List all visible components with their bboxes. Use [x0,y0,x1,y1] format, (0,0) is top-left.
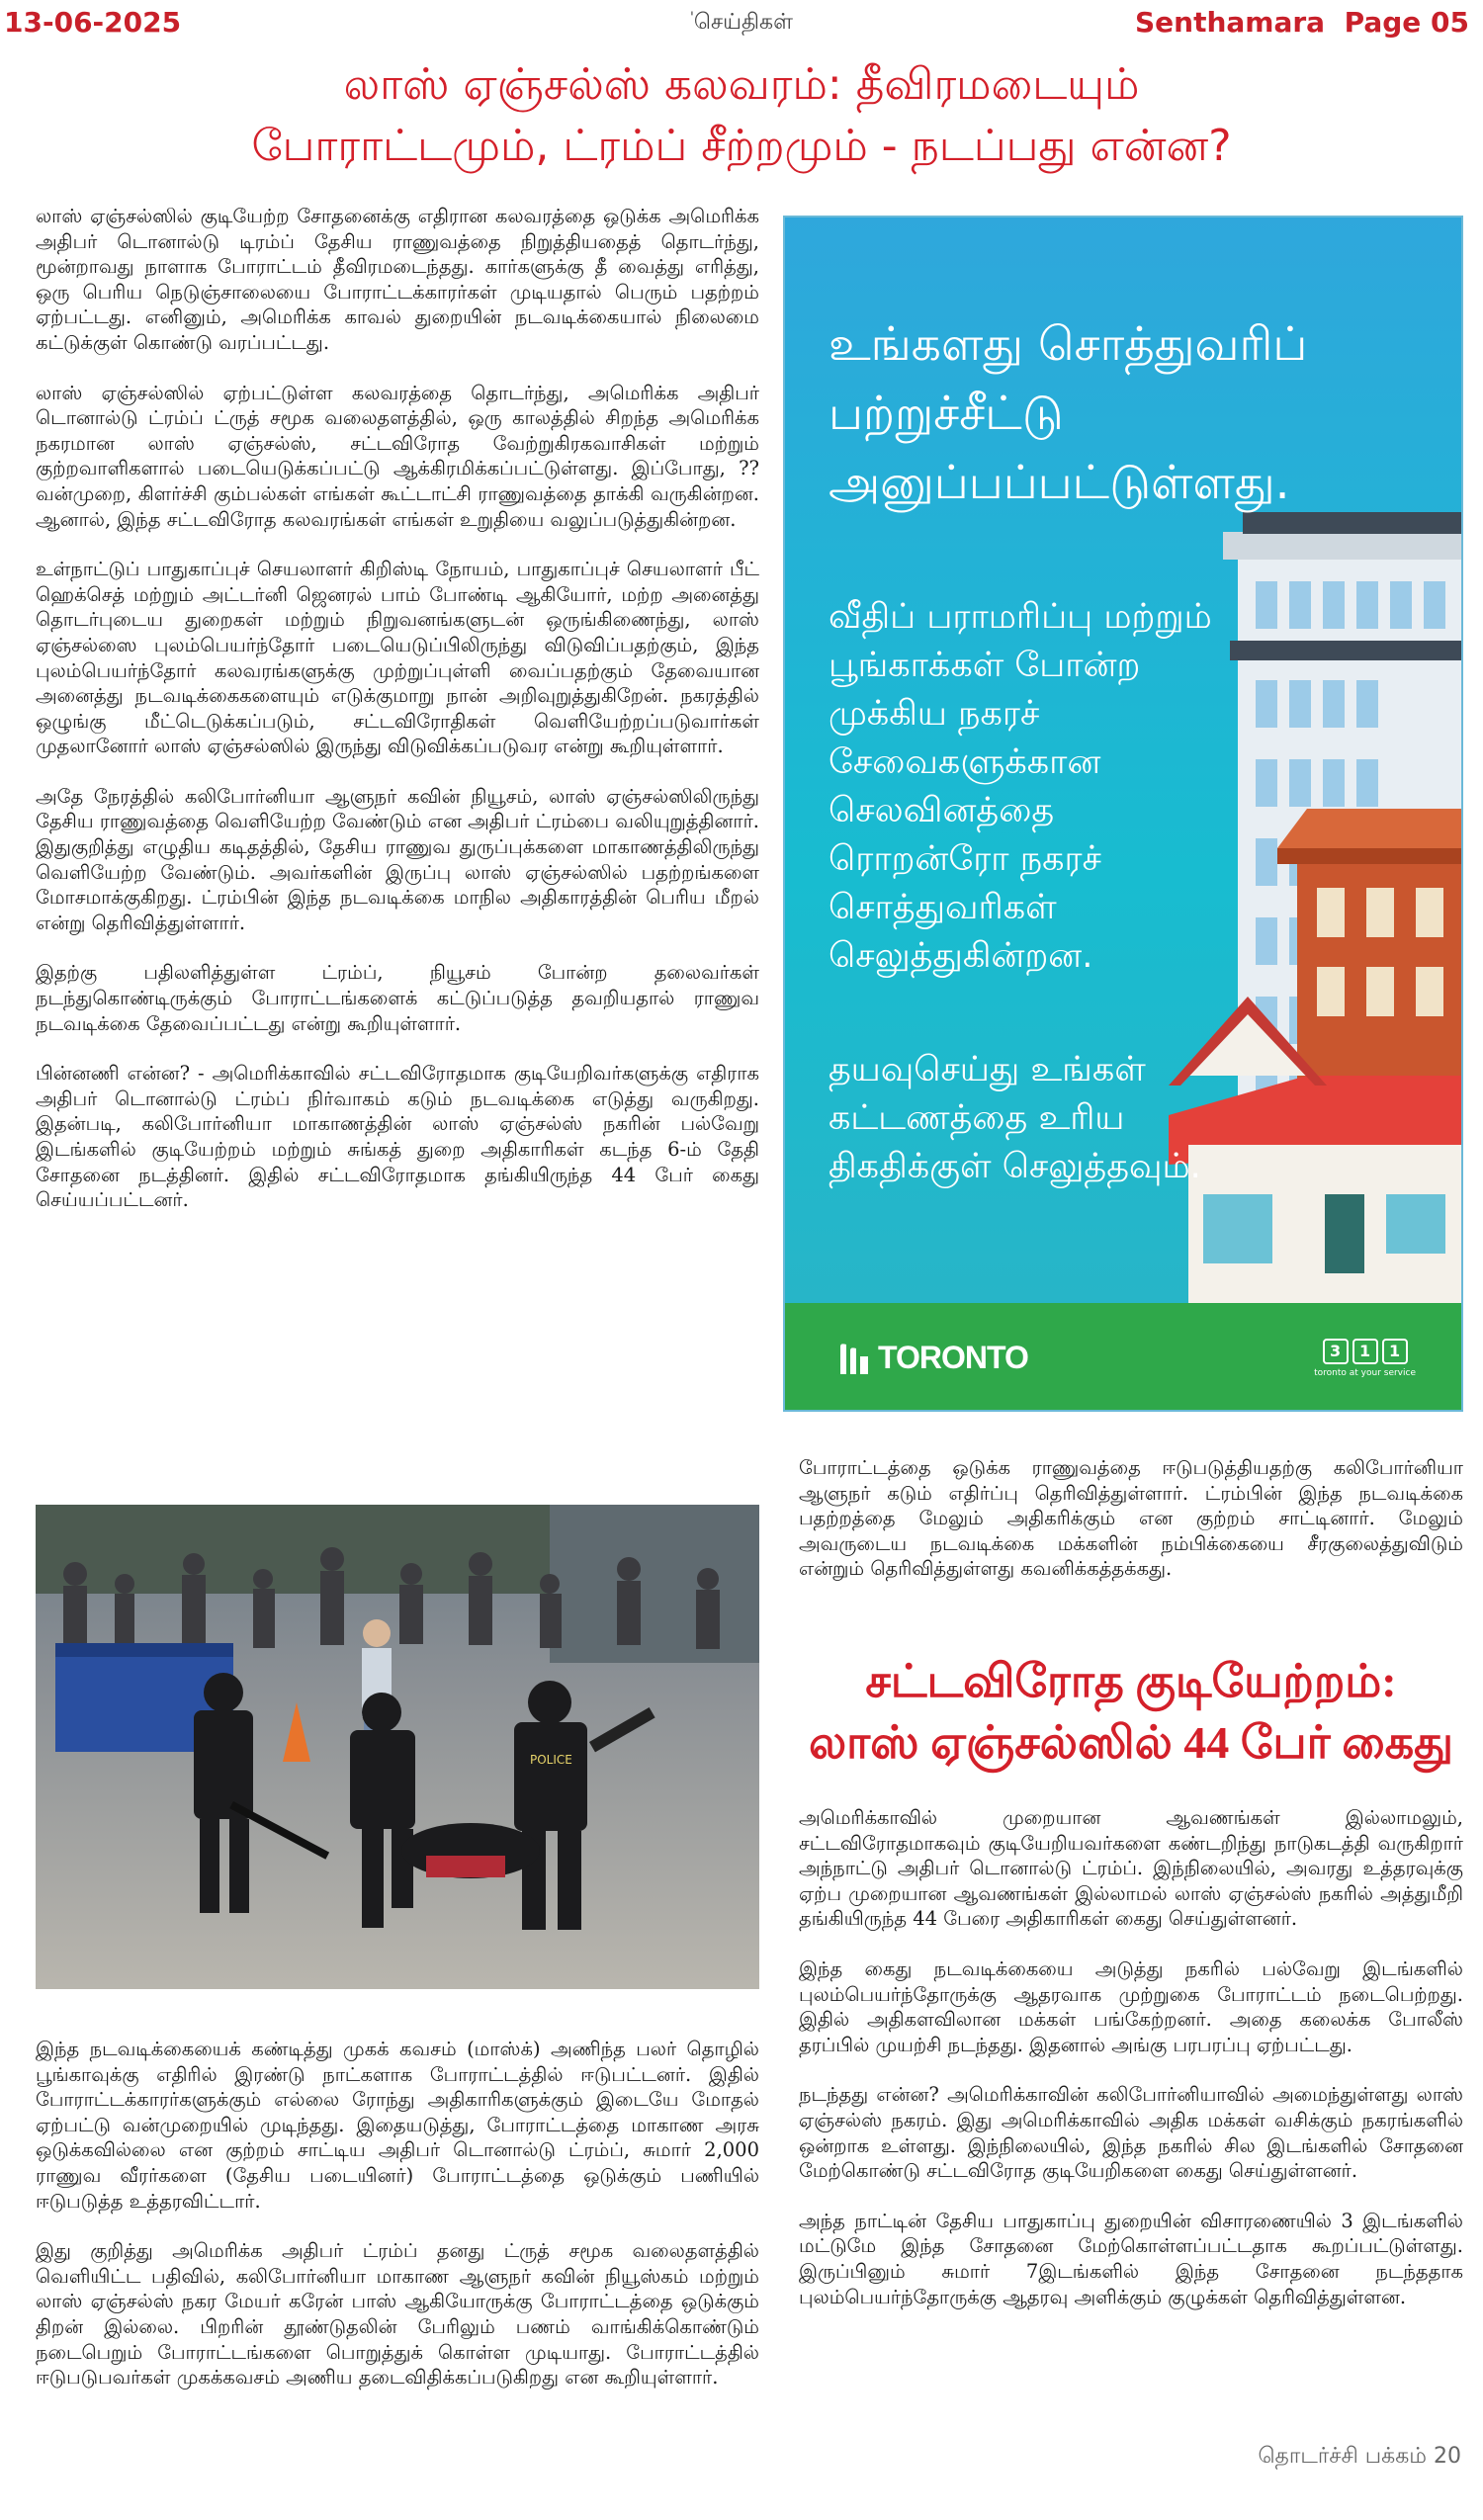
sub-headline [799,1651,1463,1774]
article-paragraph: போராட்டத்தை ஒடுக்க ராணுவத்தை ஈடுபடுத்தியதற்கு கலிபோர்னியா ஆளுநர் கடும் எதிர்ப்பு தெரிவித்துள்ளார். ட்ரம்பின் இந்த நடவடிக்கை பதற்றத்தை மேலும் அதிகரிக்கும் என குற்றம் சாட்டினார். மேலும் அவருடைய நடவடிக்கை மக்களின் நம்பிக்கையை சீரகுலைத்துவிடும் என்றும் தெரிவித்துள்ளது கவனிக்கத்தக்கது. [799,1456,1463,1581]
article-paragraph: பின்னணி என்ன? - அமெரிக்காவில் சட்டவிரோதமாக குடியேறிவர்களுக்கு எதிராக அதிபர் டொனால்டு ட்ரம்ப் நிர்வாகம் கடும் நடவடிக்கை எடுத்து வருகிறது. இதன்படி, கலிபோர்னியா மாகாணத்தின் லாஸ் ஏஞ்சல்ஸ் நகரின் பல்வேறு இடங்களில் குடியேற்றம் மற்றும் சுங்கத் துறை அதிகாரிகள் கடந்த 6-ம் தேதி சோதனை நடத்தினர். இதில் சட்டவிரோதமாக தங்கியிருந்த 44 பேர் கைது செய்யப்பட்டனர். [36,1062,759,1212]
toronto-wordmark: TORONTO [878,1340,1028,1375]
headline-line-1: லாஸ் ஏஞ்சல்ஸ் கலவரம்: தீவிரமடையும் [343,59,1140,110]
headline-line-2: போராட்டமும், ட்ரம்ப் சீற்றமும் - நடப்பது என்ன? [251,121,1232,171]
badge-311-tagline: toronto at your service [1314,1368,1416,1378]
article-paragraph: இது குறித்து அமெரிக்க அதிபர் ட்ரம்ப் தனது ட்ருத் சமூக வலைதளத்தில் வெளியிட்ட பதிவில், கலிபோர்னியா மாகாண ஆளுநர் கவின் நியூஸ்கம் மற்றும் லாஸ் ஏஞ்சல்ஸ் நகர மேயர் கரேன் பாஸ் ஆகியோருக்கு போராட்டத்தை ஒடுக்கும் திறன் இல்லை. பிறரின் தூண்டுதலின் பேரிலும் பணம் வாங்கிக்கொண்டும் நடைபெறும் போராட்டங்களை பொறுத்துக் கொள்ள முடியாது. போராட்டத்தில் ஈடுபடுபவர்கள் முகக்கவசம் அணிய தடைவிதிக்கப்படுகிறது என கூறியுள்ளார். [36,2239,759,2390]
city-hall-icon [838,1341,872,1376]
section-mark: ' [690,10,694,26]
police-arrest-illustration [36,1505,759,1989]
continued-on-page: தொடர்ச்சி பக்கம் 20 [1258,2444,1461,2469]
badge-digit: 1 [1352,1339,1378,1364]
issue-date: 13-06-2025 [4,6,182,39]
section-name: செய்திகள் [693,10,793,35]
right-column-top [799,1455,1463,1607]
right-column-bottom [799,1805,1463,2334]
ad-body: வீதிப் பராமரிப்பு மற்றும் பூங்காக்கள் போன்ற முக்கிய நகரச் சேவைகளுக்கான செலவினத்தை ரொறன்ரோ நகரச் சொத்துவரிகள் செலுத்துகின்றன. [829,597,1212,976]
article-paragraph: நடந்தது என்ன? அமெரிக்காவின் கலிபோர்னியாவில் அமைந்துள்ளது லாஸ் ஏஞ்சல்ஸ் நகரம். இது அமெரிக்காவில் அதிக மக்கள் வசிக்கும் நகரங்களில் ஒன்றாக உள்ளது. இந்நிலையில், இந்த நகரில் சில இடங்களில் சோதனை மேற்கொண்டு சட்டவிரோத குடியேறிகளை கைது செய்துள்ளனர். [799,2083,1463,2183]
badge-digit: 1 [1382,1339,1408,1364]
main-headline [20,54,1463,177]
ad-payment-note: தயவுசெய்து உங்கள் கட்டணத்தை உரிய திகதிக்குள் செலுத்தவும். [829,1050,1201,1186]
article-paragraph: இதற்கு பதிலளித்துள்ள ட்ரம்ப், நியூசம் போன்ற தலைவர்கள் நடந்துகொண்டிருக்கும் போராட்டங்களைக் கட்டுப்படுத்த தவறியதால் ராணுவ நடவடிக்கை தேவைப்பட்டது என்று கூறியுள்ளார். [36,961,759,1035]
subhead-line-1: சட்டவிரோத குடியேற்றம்: [865,1656,1397,1706]
badge-digit: 3 [1323,1339,1349,1364]
article-paragraph: அந்த நாட்டின் தேசிய பாதுகாப்பு துறையின் விசாரணையில் 3 இடங்களில் மட்டுமே இந்த சோதனை மேற்கொள்ளப்பட்டதாக கூறப்பட்டுள்ளது. இருப்பினும் சுமார் 7இடங்களில் இந்த சோதனை நடந்ததாக புலம்பெயர்ந்தோருக்கு ஆதரவு அளிக்கும் குழுக்கள் தெரிவித்துள்ளன. [799,2209,1463,2308]
page-number: Page 05 [1344,6,1469,39]
article-paragraph: உள்நாட்டுப் பாதுகாப்புச் செயலாளர் கிறிஸ்டி நோயம், பாதுகாப்புச் செயலாளர் பீட் ஹெக்செத் மற்றும் அட்டர்னி ஜெனரல் பாம் போண்டி ஆகியோர், மற்ற அனைத்து தொடர்புடைய துறைகள் மற்றும் நிறுவனங்களுடன் ஒருங்கிணைந்து, லாஸ் ஏஞ்சல்ஸை புலம்பெயர்ந்தோர் படையெடுப்பிலிருந்து விடுவிப்பதற்கும், இந்த புலம்பெயர்ந்தோர் கலவரங்களுக்கு முற்றுப்புள்ளி வைப்பதற்கும் தேவையான அனைத்து நடவடிக்கைகளையும் எடுக்குமாறு நான் அறிவுறுத்துகிறேன். நகரத்தில் ஒழுங்கு மீட்டெடுக்கப்படும், சட்டவிரோதிகள் வெளியேற்றப்படுவார்கள் முதலானோர் லாஸ் ஏஞ்சல்ஸில் இருந்து விடுவிக்கப்படுவர என்று கூறியுள்ளார். [36,558,759,758]
badge-311-digits [1314,1339,1416,1364]
article-paragraph: அமெரிக்காவில் முறையான ஆவணங்கள் இல்லாமலும், சட்டவிரோதமாகவும் குடியேறியவர்களை கண்டறிந்து நாடுகடத்தி வருகிறார் அந்நாட்டு அதிபர் டொனால்டு ட்ரம்ப். இந்நிலையில், அவரது உத்தரவுக்கு ஏற்ப முறையான ஆவணங்கள் இல்லாமல் லாஸ் ஏஞ்சல்ஸ் நகரில் அத்துமீறி தங்கியிருந்த 44 பேரை அதிகாரிகள் கைது செய்துள்ளனர். [799,1806,1463,1931]
subhead-line-2: லாஸ் ஏஞ்சல்ஸில் 44 பேர் கைது [808,1717,1454,1768]
toronto-311-badge [1314,1339,1416,1378]
toronto-tax-advertisement [783,216,1463,1412]
article-paragraph: அதே நேரத்தில் கலிபோர்னியா ஆளுநர் கவின் நியூசம், லாஸ் ஏஞ்சல்ஸிலிருந்து தேசிய ராணுவத்தை வெளியேற்ற வேண்டும் என அதிபர் ட்ரம்பை வலியுறுத்தினார். இதுகுறித்து எழுதிய கடிதத்தில், தேசிய ராணுவ துருப்புக்களை மாகாணத்திலிருந்து வெளியேற்ற வேண்டும். அவர்களின் இருப்பு லாஸ் ஏஞ்சல்ஸில் பதற்றங்களை மோசமாக்குகிறது. ட்ரம்பின் இந்த நடவடிக்கை மாநில அதிகாரத்தின் பெரிய மீறல் என்று தெரிவித்துள்ளார். [36,784,759,934]
article-paragraph: இந்த கைது நடவடிக்கையை அடுத்து நகரில் பல்வேறு இடங்களில் புலம்பெயர்ந்தோருக்கு ஆதரவாக முற்றுகை போராட்டம் நடைபெற்றது. இதில் அதிகளவிலான மக்கள் பங்கேற்றனர். அதை கலைக்க போலீஸ் தரப்பில் முயற்சி நடந்தது. இதனால் அங்கு பரபரப்பு ஏற்பட்டது. [799,1956,1463,2056]
police-label: POLICE [530,1753,572,1767]
paper-name: Senthamara [1135,6,1326,39]
left-column-top [36,204,759,1238]
toronto-logo [838,1340,1028,1376]
article-paragraph: இந்த நடவடிக்கையைக் கண்டித்து முகக் கவசம் (மாஸ்க்) அணிந்த பலர் தொழில் பூங்காவுக்கு எதிரில் இரண்டு நாட்களாக போராட்டத்தில் ஈடுபட்டனர். இதில் போராட்டக்காரர்களுக்கும் எல்லை ரோந்து அதிகாரிகளுக்கும் இடையே மோதல் ஏற்பட்டு வன்முறையில் முடிந்தது. இதையடுத்து, போராட்டத்தை மாகாண அரசு ஒடுக்கவில்லை என குற்றம் சாட்டிய அதிபர் டொனால்டு ட்ரம்ப், சுமார் 2,000 ராணுவ வீரர்களை (தேசிய படையினர்) போராட்டத்தை ஒடுக்கும் பணியில் ஈடுபடுத்த உத்தரவிட்டார். [36,2038,759,2213]
article-paragraph: லாஸ் ஏஞ்சல்ஸில் ஏற்பட்டுள்ள கலவரத்தை தொடர்ந்து, அமெரிக்க அதிபர் டொனால்டு ட்ரம்ப் ட்ருத் சமூக வலைதளத்தில், ஒரு காலத்தில் சிறந்த அமெரிக்க நகரமான லாஸ் ஏஞ்சல்ஸ், சட்டவிரோத வேற்றுகிரகவாசிகள் மற்றும் குற்றவாளிகளால் படையெடுக்கப்பட்டு ஆக்கிரமிக்கப்பட்டுள்ளது. இப்போது, ??வன்முறை, கிளர்ச்சி கும்பல்கள் எங்கள் கூட்டாட்சி ராணுவத்தை தாக்கி வருகின்றன. ஆனால், இந்த சட்டவிரோத கலவரங்கள் எங்கள் உறுதியை வலுப்படுத்துகின்றன. [36,381,759,531]
ad-title: உங்களது சொத்துவரிப் பற்றுச்சீட்டு அனுப்பப்பட்டுள்ளது. [829,317,1308,510]
protest-photo [36,1505,759,1989]
article-paragraph: லாஸ் ஏஞ்சல்ஸில் குடியேற்ற சோதனைக்கு எதிரான கலவரத்தை ஒடுக்க அமெரிக்க அதிபர் டொனால்டு டிரம்ப் தேசிய ராணுவத்தை நிறுத்தியதைத் தொடர்ந்து, மூன்றாவது நாளாக போராட்டம் தீவிரமடைந்தது. கார்களுக்கு தீ வைத்து எரித்து, ஒரு பெரிய நெடுஞ்சாலையை போராட்டக்காரர்கள் முடியதால் பெரும் பதற்றம் ஏற்பட்டது. எனினும், அமெரிக்க காவல் துறையின் நடவடிக்கையால் நிலைமை கட்டுக்குள் கொண்டு வரப்பட்டது. [36,205,759,354]
left-column-bottom [36,2037,759,2415]
paper-page [1135,6,1469,39]
